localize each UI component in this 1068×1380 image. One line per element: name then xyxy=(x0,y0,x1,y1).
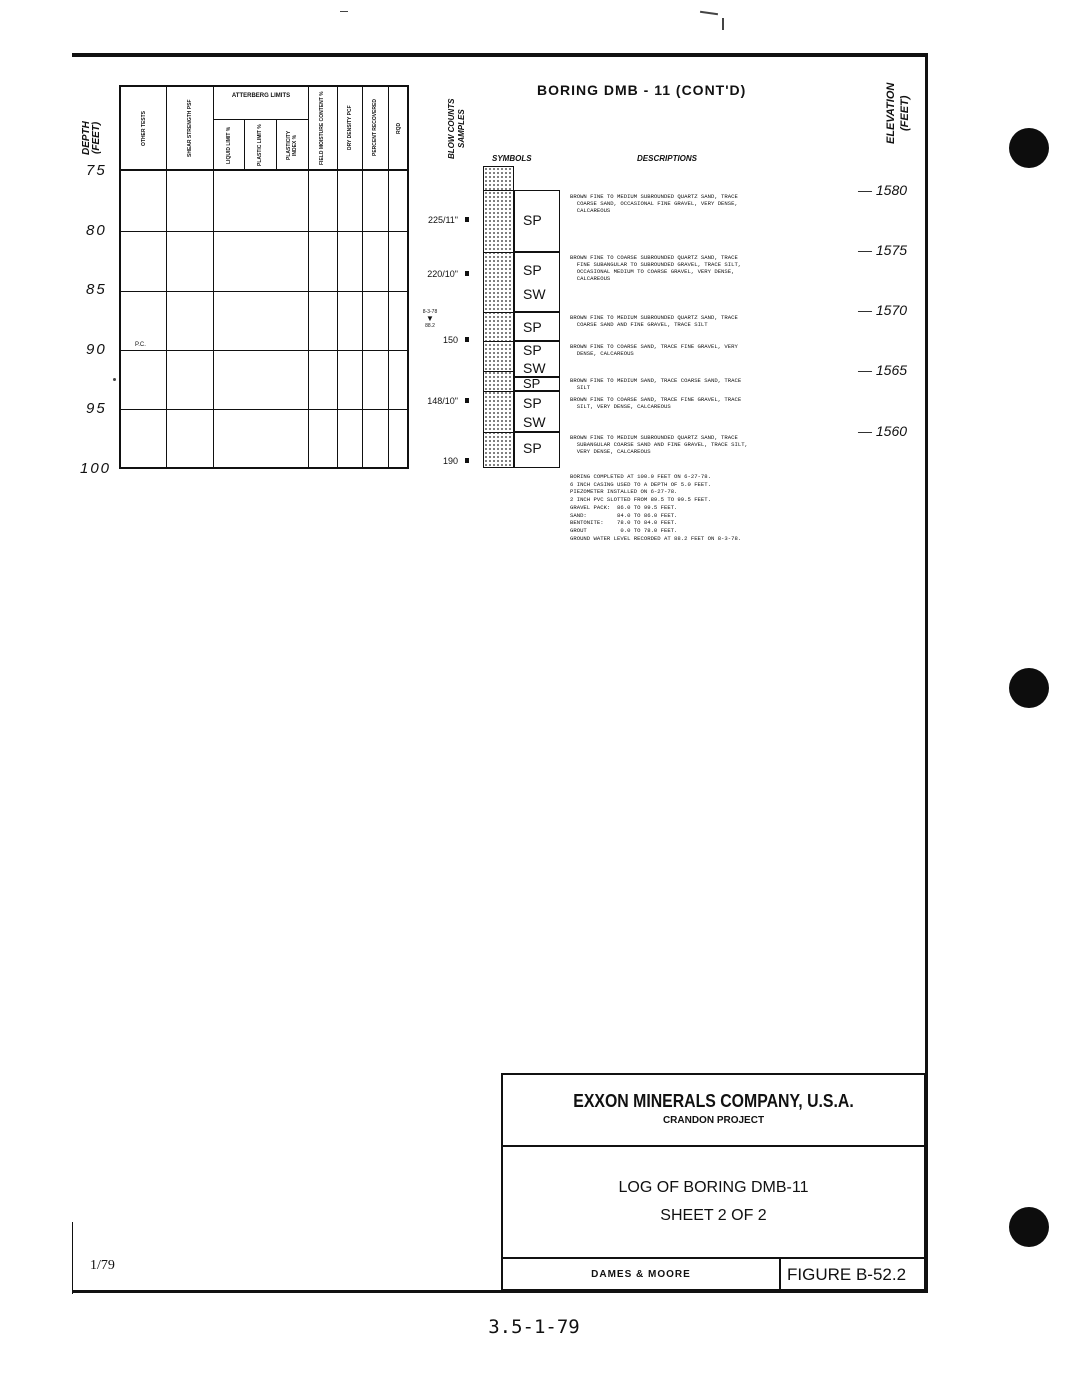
elevation-value: 1575 xyxy=(875,242,908,258)
uscs-symbol: SP xyxy=(523,262,542,278)
symbols-header: SYMBOLS xyxy=(492,154,532,163)
scan-speck xyxy=(700,11,718,15)
hatch-divider xyxy=(483,190,514,191)
scan-speck xyxy=(113,378,116,381)
figure-number: FIGURE B-52.2 xyxy=(787,1265,907,1284)
rqd-header: RQD xyxy=(396,122,402,134)
hatch-divider xyxy=(483,432,514,433)
consultant-name: DAMES & MOORE xyxy=(591,1269,691,1280)
elevation-label: — 1580 xyxy=(858,182,908,198)
moisture-content-header: FIELD MOISTURE CONTENT % xyxy=(319,91,325,165)
plasticity-index-header: PLASTICITY INDEX % xyxy=(286,130,298,160)
depth-label: 95 xyxy=(86,400,107,417)
atterberg-limits-header: ATTERBERG LIMITS xyxy=(231,93,291,99)
elevation-label: — 1560 xyxy=(858,423,908,439)
uscs-symbol: SW xyxy=(523,414,546,430)
table-column-line xyxy=(337,87,338,467)
hatch-divider xyxy=(483,371,514,372)
lab-test-table xyxy=(119,85,409,469)
soil-description: BROWN FINE TO MEDIUM SUBROUNDED QUARTZ SAND, TRACE SUBANGULAR COARSE SAND AND FINE GRAVEL, TRACE SILT, VERY DENSE, CALCAREOUS xyxy=(570,434,748,455)
uscs-symbol: SW xyxy=(523,360,546,376)
table-row-line xyxy=(213,119,308,120)
soil-description: BROWN FINE TO MEDIUM SAND, TRACE COARSE SAND, TRACE SILT xyxy=(570,377,742,391)
soil-hatch-pattern xyxy=(483,166,514,468)
soil-description: BROWN FINE TO MEDIUM SUBROUNDED QUARTZ SAND, TRACE COARSE SAND, OCCASIONAL FINE GRAVEL, VERY DENSE, CALCAREOUS xyxy=(570,193,738,214)
scan-speck xyxy=(722,18,724,30)
other-tests-note: P.C. xyxy=(135,342,146,348)
other-tests-header: OTHER TESTS xyxy=(141,110,147,146)
table-row-line xyxy=(121,231,407,232)
table-column-line xyxy=(213,87,214,467)
shear-strength-header: SHEAR STRENGTH PSF xyxy=(187,99,193,157)
depth-label: 75 xyxy=(86,162,107,179)
page-number: 3.5-1-79 xyxy=(488,1316,580,1338)
hatch-divider xyxy=(483,391,514,392)
blow-count: 225/11" xyxy=(427,215,458,225)
title-block-footer xyxy=(503,1257,924,1293)
soil-description: BROWN FINE TO MEDIUM SUBROUNDED QUARTZ SAND, TRACE COARSE SAND AND FINE GRAVEL, TRACE SILT xyxy=(570,314,738,328)
plastic-limit-header: PLASTIC LIMIT % xyxy=(257,124,263,166)
elevation-value: 1570 xyxy=(875,302,908,318)
boring-title: BORING DMB - 11 (CONT'D) xyxy=(537,82,747,98)
uscs-symbol: SP xyxy=(523,342,542,358)
elevation-value: 1580 xyxy=(875,182,908,198)
groundwater-depth: 88.2 xyxy=(425,323,435,329)
hatch-divider xyxy=(483,252,514,253)
hatch-divider xyxy=(483,312,514,313)
dry-density-header: DRY DENSITY PCF xyxy=(347,105,353,151)
date-note: 1/79 xyxy=(90,1258,115,1273)
groundwater-level-marker xyxy=(419,309,441,329)
table-row-line xyxy=(121,350,407,351)
boring-completion-notes: BORING COMPLETED AT 100.0 FEET ON 6-27-78. 6 INCH CASING USED TO A DEPTH OF 5.0 FEET. PIEZOMETER INSTALLED ON 6-27-78. 2 INCH PVC SLOTTED FROM 89.5 TO 99.5 FEET. GRAVEL PACK: 86.0 TO 99.5 FEET. SAND: 84.0 TO 86.0 FEET. BENTONITE: 78.0 TO 84.0 FEET. GROUT 0.0 TO 78.0 FEET. GROUND WATER LEVEL RECORDED AT 88.2 FEET ON 8-3-78. xyxy=(570,473,742,542)
company-name: EXXON MINERALS COMPANY, U.S.A. xyxy=(573,1091,854,1111)
table-column-line xyxy=(276,119,277,171)
elevation-value: 1565 xyxy=(875,362,908,378)
uscs-symbol: SP xyxy=(523,212,542,228)
soil-description: BROWN FINE TO COARSE SAND, TRACE FINE GRAVEL, TRACE SILT, VERY DENSE, CALCAREOUS xyxy=(570,396,742,410)
blow-count: 220/10" xyxy=(427,269,458,279)
project-name: CRANDON PROJECT xyxy=(662,1115,765,1126)
sheet-border-left-stub xyxy=(72,1222,73,1294)
hatch-divider xyxy=(483,341,514,342)
table-column-line xyxy=(166,87,167,467)
punch-hole-middle xyxy=(1009,668,1049,708)
uscs-symbol: SP xyxy=(523,395,542,411)
percent-recovered-header: PERCENT RECOVERED xyxy=(372,99,378,157)
blow-count: 190 xyxy=(442,456,458,466)
log-title: LOG OF BORING DMB-11 xyxy=(618,1179,809,1196)
table-column-line xyxy=(308,87,309,467)
sample-marker xyxy=(465,337,469,342)
water-level-triangle-icon: ▼ xyxy=(426,314,434,323)
punch-hole-bottom xyxy=(1009,1207,1049,1247)
sample-marker xyxy=(465,271,469,276)
punch-hole-top xyxy=(1009,128,1049,168)
soil-symbol-column xyxy=(483,166,560,468)
elevation-label: — 1575 xyxy=(858,242,908,258)
sample-marker xyxy=(465,217,469,222)
sheet-number: SHEET 2 OF 2 xyxy=(660,1207,767,1224)
depth-label: 80 xyxy=(86,222,107,239)
soil-description: BROWN FINE TO COARSE SAND, TRACE FINE GRAVEL, VERY DENSE, CALCAREOUS xyxy=(570,343,738,357)
scan-speck xyxy=(340,11,348,12)
groundwater-date: 8-3-78 xyxy=(422,309,438,315)
depth-label: 90 xyxy=(86,341,107,358)
table-column-line xyxy=(362,87,363,467)
table-row-line xyxy=(121,291,407,292)
table-column-line xyxy=(244,119,245,171)
sample-marker xyxy=(465,458,469,463)
uscs-symbol: SP xyxy=(523,319,542,335)
table-row-line xyxy=(121,409,407,410)
blow-count: 148/10" xyxy=(427,396,458,406)
depth-label: 85 xyxy=(86,281,107,298)
liquid-limit-header: LIQUID LIMIT % xyxy=(226,126,232,164)
table-row-line xyxy=(121,169,407,171)
title-block-divider xyxy=(779,1259,781,1293)
blow-counts-title: BLOW COUNTS SAMPLES xyxy=(447,98,466,160)
soil-unit-box xyxy=(514,252,560,312)
uscs-symbol: SP xyxy=(523,376,541,391)
uscs-symbol: SP xyxy=(523,440,542,456)
blow-count: 150 xyxy=(442,335,458,345)
table-column-line xyxy=(388,87,389,467)
elevation-value: 1560 xyxy=(875,423,908,439)
descriptions-header: DESCRIPTIONS xyxy=(637,154,698,163)
depth-axis-title: DEPTH (FEET) xyxy=(81,121,102,155)
uscs-symbol: SW xyxy=(523,286,546,302)
elevation-label: — 1570 xyxy=(858,302,908,318)
depth-label: 100 xyxy=(80,460,112,477)
elevation-axis-title: ELEVATION (FEET) xyxy=(885,82,911,144)
sample-marker xyxy=(465,398,469,403)
soil-description: BROWN FINE TO COARSE SUBROUNDED QUARTZ SAND, TRACE FINE SUBANGULAR TO SUBROUNDED GRAVEL, TRACE SILT, OCCASIONAL MEDIUM TO COARSE GRAVEL, VERY DENSE, CALCAREOUS xyxy=(570,254,742,282)
title-block-company-row xyxy=(503,1075,924,1147)
title-block xyxy=(501,1073,926,1291)
elevation-label: — 1565 xyxy=(858,362,908,378)
